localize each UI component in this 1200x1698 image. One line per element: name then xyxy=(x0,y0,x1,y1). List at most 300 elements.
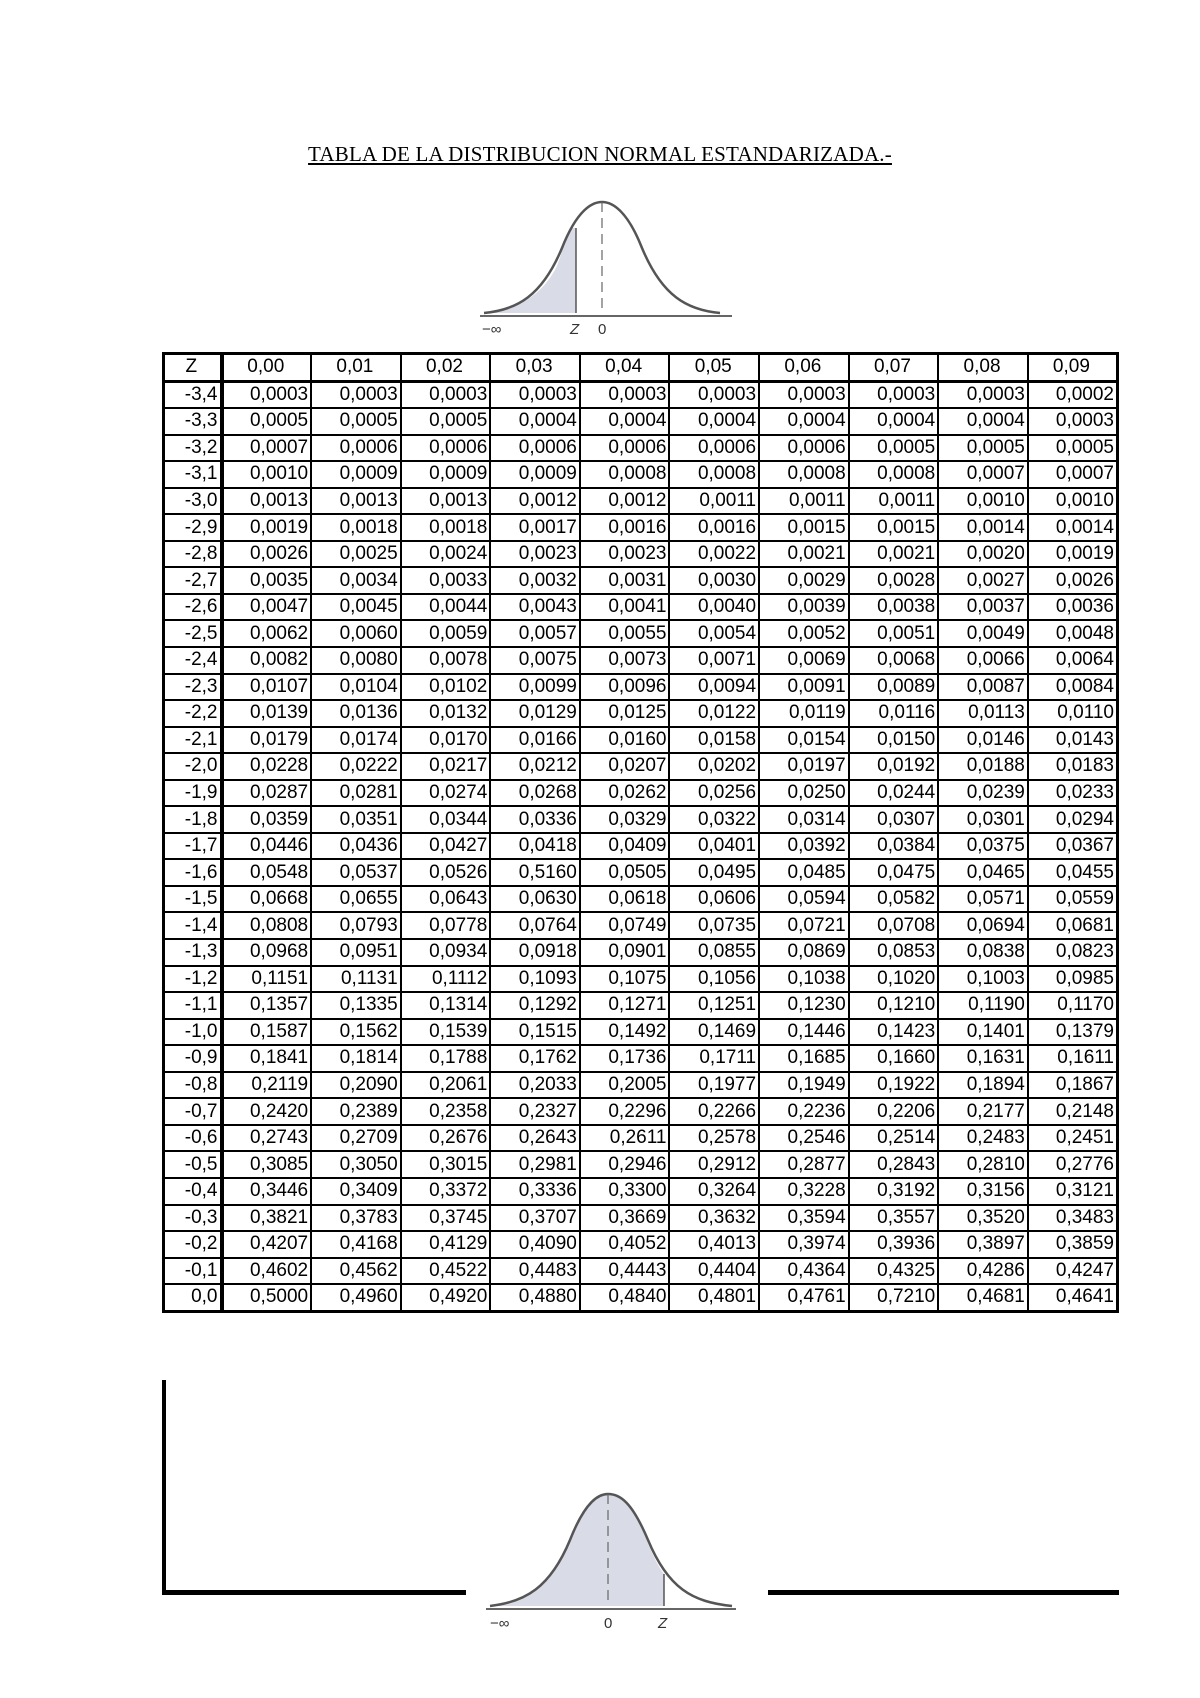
probability-cell: 0,0228 xyxy=(222,753,312,780)
table-row xyxy=(164,806,1118,833)
probability-cell: 0,3745 xyxy=(401,1205,491,1232)
probability-cell: 0,0301 xyxy=(938,806,1028,833)
table-row xyxy=(164,647,1118,674)
probability-cell: 0,0040 xyxy=(669,594,759,621)
probability-cell: 0,0901 xyxy=(580,939,670,966)
probability-cell: 0,0006 xyxy=(311,435,401,462)
probability-cell: 0,2148 xyxy=(1028,1098,1118,1125)
probability-cell: 0,0029 xyxy=(759,567,849,594)
probability-cell: 0,0465 xyxy=(938,859,1028,886)
z-value-cell: -2,2 xyxy=(164,700,222,727)
probability-cell: 0,0107 xyxy=(222,674,312,701)
probability-cell: 0,0087 xyxy=(938,674,1028,701)
probability-cell: 0,0694 xyxy=(938,912,1028,939)
probability-cell: 0,0019 xyxy=(222,514,312,541)
probability-cell: 0,0526 xyxy=(401,859,491,886)
probability-cell: 0,0136 xyxy=(311,700,401,727)
probability-cell: 0,1685 xyxy=(759,1045,849,1072)
probability-cell: 0,0655 xyxy=(311,886,401,913)
probability-cell: 0,0281 xyxy=(311,780,401,807)
probability-cell: 0,0192 xyxy=(849,753,939,780)
probability-cell: 0,0808 xyxy=(222,912,312,939)
probability-cell: 0,2327 xyxy=(490,1098,580,1125)
probability-cell: 0,4286 xyxy=(938,1258,1028,1285)
probability-cell: 0,0078 xyxy=(401,647,491,674)
probability-cell: 0,0059 xyxy=(401,620,491,647)
probability-cell: 0,0005 xyxy=(938,435,1028,462)
z-value-cell: -1,2 xyxy=(164,966,222,993)
probability-cell: 0,0446 xyxy=(222,833,312,860)
probability-cell: 0,0594 xyxy=(759,886,849,913)
probability-cell: 0,2546 xyxy=(759,1125,849,1152)
probability-cell: 0,0030 xyxy=(669,567,759,594)
probability-cell: 0,4602 xyxy=(222,1258,312,1285)
probability-cell: 0,0244 xyxy=(849,780,939,807)
probability-cell: 0,0110 xyxy=(1028,700,1118,727)
table-header-row xyxy=(164,354,1118,382)
probability-cell: 0,0855 xyxy=(669,939,759,966)
probability-cell: 0,1611 xyxy=(1028,1045,1118,1072)
probability-cell: 0,0287 xyxy=(222,780,312,807)
probability-cell: 0,1562 xyxy=(311,1019,401,1046)
probability-cell: 0,0170 xyxy=(401,727,491,754)
z-value-cell: -0,5 xyxy=(164,1151,222,1178)
probability-cell: 0,2005 xyxy=(580,1072,670,1099)
probability-cell: 0,1515 xyxy=(490,1019,580,1046)
probability-cell: 0,0125 xyxy=(580,700,670,727)
probability-cell: 0,0174 xyxy=(311,727,401,754)
probability-cell: 0,2420 xyxy=(222,1098,312,1125)
probability-cell: 0,0116 xyxy=(849,700,939,727)
probability-cell: 0,0869 xyxy=(759,939,849,966)
probability-cell: 0,0367 xyxy=(1028,833,1118,860)
probability-cell: 0,0005 xyxy=(311,408,401,435)
z-value-cell: -1,5 xyxy=(164,886,222,913)
probability-cell: 0,0045 xyxy=(311,594,401,621)
probability-cell: 0,2483 xyxy=(938,1125,1028,1152)
probability-cell: 0,3264 xyxy=(669,1178,759,1205)
probability-cell: 0,3669 xyxy=(580,1205,670,1232)
probability-cell: 0,1423 xyxy=(849,1019,939,1046)
probability-cell: 0,1093 xyxy=(490,966,580,993)
probability-cell: 0,2358 xyxy=(401,1098,491,1125)
probability-cell: 0,4483 xyxy=(490,1258,580,1285)
table-row xyxy=(164,381,1118,408)
probability-cell: 0,5000 xyxy=(222,1284,312,1311)
probability-cell: 0,0132 xyxy=(401,700,491,727)
neg-inf-label: −∞ xyxy=(490,1615,510,1632)
probability-cell: 0,0344 xyxy=(401,806,491,833)
probability-cell: 0,3085 xyxy=(222,1151,312,1178)
probability-cell: 0,0003 xyxy=(401,381,491,408)
probability-cell: 0,0853 xyxy=(849,939,939,966)
z-value-cell: -0,3 xyxy=(164,1205,222,1232)
probability-cell: 0,0052 xyxy=(759,620,849,647)
probability-cell: 0,0013 xyxy=(311,488,401,515)
probability-cell: 0,1922 xyxy=(849,1072,939,1099)
probability-cell: 0,3483 xyxy=(1028,1205,1118,1232)
probability-cell: 0,0222 xyxy=(311,753,401,780)
probability-cell: 0,0122 xyxy=(669,700,759,727)
probability-cell: 0,0006 xyxy=(490,435,580,462)
probability-cell: 0,0006 xyxy=(401,435,491,462)
probability-cell: 0,0007 xyxy=(1028,461,1118,488)
z-value-cell: -2,9 xyxy=(164,514,222,541)
probability-cell: 0,0401 xyxy=(669,833,759,860)
probability-cell: 0,0017 xyxy=(490,514,580,541)
probability-cell: 0,3192 xyxy=(849,1178,939,1205)
probability-cell: 0,0022 xyxy=(669,541,759,568)
probability-cell: 0,4129 xyxy=(401,1231,491,1258)
table-row xyxy=(164,966,1118,993)
probability-cell: 0,1762 xyxy=(490,1045,580,1072)
probability-cell: 0,2061 xyxy=(401,1072,491,1099)
probability-cell: 0,1020 xyxy=(849,966,939,993)
probability-cell: 0,1379 xyxy=(1028,1019,1118,1046)
table-row xyxy=(164,700,1118,727)
probability-cell: 0,4364 xyxy=(759,1258,849,1285)
probability-cell: 0,0069 xyxy=(759,647,849,674)
column-header-z: Z xyxy=(164,354,222,382)
probability-cell: 0,1038 xyxy=(759,966,849,993)
probability-cell: 0,0037 xyxy=(938,594,1028,621)
probability-cell: 0,2843 xyxy=(849,1151,939,1178)
probability-cell: 0,0537 xyxy=(311,859,401,886)
probability-cell: 0,0004 xyxy=(669,408,759,435)
probability-cell: 0,1660 xyxy=(849,1045,939,1072)
probability-cell: 0,7210 xyxy=(849,1284,939,1311)
probability-cell: 0,0505 xyxy=(580,859,670,886)
probability-cell: 0,1788 xyxy=(401,1045,491,1072)
probability-cell: 0,0003 xyxy=(222,381,312,408)
probability-cell: 0,0055 xyxy=(580,620,670,647)
probability-cell: 0,0066 xyxy=(938,647,1028,674)
probability-cell: 0,0262 xyxy=(580,780,670,807)
table-row xyxy=(164,1019,1118,1046)
z-value-cell: -3,1 xyxy=(164,461,222,488)
probability-cell: 0,0008 xyxy=(669,461,759,488)
probability-cell: 0,0003 xyxy=(669,381,759,408)
probability-cell: 0,0035 xyxy=(222,567,312,594)
table-row xyxy=(164,1231,1118,1258)
probability-cell: 0,1190 xyxy=(938,992,1028,1019)
probability-cell: 0,0014 xyxy=(1028,514,1118,541)
table-row xyxy=(164,859,1118,886)
probability-cell: 0,0009 xyxy=(311,461,401,488)
probability-cell: 0,2090 xyxy=(311,1072,401,1099)
probability-cell: 0,0025 xyxy=(311,541,401,568)
probability-cell: 0,0062 xyxy=(222,620,312,647)
probability-cell: 0,0039 xyxy=(759,594,849,621)
probability-cell: 0,0934 xyxy=(401,939,491,966)
probability-cell: 0,0139 xyxy=(222,700,312,727)
probability-cell: 0,2236 xyxy=(759,1098,849,1125)
probability-cell: 0,0630 xyxy=(490,886,580,913)
probability-cell: 0,3121 xyxy=(1028,1178,1118,1205)
probability-cell: 0,4960 xyxy=(311,1284,401,1311)
probability-cell: 0,2946 xyxy=(580,1151,670,1178)
probability-cell: 0,2389 xyxy=(311,1098,401,1125)
probability-cell: 0,0008 xyxy=(580,461,670,488)
probability-cell: 0,0256 xyxy=(669,780,759,807)
probability-cell: 0,0012 xyxy=(490,488,580,515)
table-row xyxy=(164,541,1118,568)
probability-cell: 0,0495 xyxy=(669,859,759,886)
probability-cell: 0,2676 xyxy=(401,1125,491,1152)
probability-cell: 0,1335 xyxy=(311,992,401,1019)
probability-cell: 0,0057 xyxy=(490,620,580,647)
probability-cell: 0,0089 xyxy=(849,674,939,701)
probability-cell: 0,0011 xyxy=(849,488,939,515)
probability-cell: 0,4207 xyxy=(222,1231,312,1258)
probability-cell: 0,0006 xyxy=(759,435,849,462)
neg-inf-label: −∞ xyxy=(482,321,502,338)
probability-cell: 0,0060 xyxy=(311,620,401,647)
z-value-cell: -0,9 xyxy=(164,1045,222,1072)
probability-cell: 0,2643 xyxy=(490,1125,580,1152)
probability-cell: 0,0166 xyxy=(490,727,580,754)
z-value-cell: -3,4 xyxy=(164,381,222,408)
probability-cell: 0,0436 xyxy=(311,833,401,860)
probability-cell: 0,2912 xyxy=(669,1151,759,1178)
probability-cell: 0,3557 xyxy=(849,1205,939,1232)
table-row xyxy=(164,912,1118,939)
probability-cell: 0,1357 xyxy=(222,992,312,1019)
probability-cell: 0,0099 xyxy=(490,674,580,701)
probability-cell: 0,3520 xyxy=(938,1205,1028,1232)
table-row xyxy=(164,1045,1118,1072)
table-row xyxy=(164,1098,1118,1125)
probability-cell: 0,0002 xyxy=(1028,381,1118,408)
table-row xyxy=(164,408,1118,435)
table-row xyxy=(164,594,1118,621)
probability-cell: 0,0823 xyxy=(1028,939,1118,966)
z-value-cell: -2,4 xyxy=(164,647,222,674)
probability-cell: 0,0011 xyxy=(669,488,759,515)
probability-cell: 0,2177 xyxy=(938,1098,1028,1125)
probability-cell: 0,1492 xyxy=(580,1019,670,1046)
probability-cell: 0,0047 xyxy=(222,594,312,621)
probability-cell: 0,1151 xyxy=(222,966,312,993)
table-row xyxy=(164,886,1118,913)
probability-cell: 0,0146 xyxy=(938,727,1028,754)
probability-cell: 0,2578 xyxy=(669,1125,759,1152)
z-value-cell: -1,6 xyxy=(164,859,222,886)
probability-cell: 0,0102 xyxy=(401,674,491,701)
probability-cell: 0,0336 xyxy=(490,806,580,833)
probability-cell: 0,0082 xyxy=(222,647,312,674)
column-header: 0,06 xyxy=(759,354,849,382)
z-value-cell: -0,4 xyxy=(164,1178,222,1205)
frame-bottom-border-right xyxy=(768,1590,1119,1595)
probability-cell: 0,0009 xyxy=(401,461,491,488)
probability-cell: 0,1131 xyxy=(311,966,401,993)
probability-cell: 0,1230 xyxy=(759,992,849,1019)
probability-cell: 0,5160 xyxy=(490,859,580,886)
probability-cell: 0,0681 xyxy=(1028,912,1118,939)
table-row xyxy=(164,833,1118,860)
table-row xyxy=(164,674,1118,701)
probability-cell: 0,2206 xyxy=(849,1098,939,1125)
probability-cell: 0,0091 xyxy=(759,674,849,701)
probability-cell: 0,0008 xyxy=(759,461,849,488)
probability-cell: 0,0075 xyxy=(490,647,580,674)
probability-cell: 0,0668 xyxy=(222,886,312,913)
z-value-cell: -3,2 xyxy=(164,435,222,462)
probability-cell: 0,0764 xyxy=(490,912,580,939)
probability-cell: 0,0010 xyxy=(1028,488,1118,515)
probability-cell: 0,0071 xyxy=(669,647,759,674)
table-row xyxy=(164,1284,1118,1311)
table-row xyxy=(164,727,1118,754)
probability-cell: 0,0024 xyxy=(401,541,491,568)
probability-cell: 0,0183 xyxy=(1028,753,1118,780)
probability-cell: 0,4761 xyxy=(759,1284,849,1311)
probability-cell: 0,4168 xyxy=(311,1231,401,1258)
probability-cell: 0,0094 xyxy=(669,674,759,701)
z-value-cell: 0,0 xyxy=(164,1284,222,1311)
probability-cell: 0,0018 xyxy=(311,514,401,541)
z-value-cell: -1,7 xyxy=(164,833,222,860)
probability-cell: 0,0051 xyxy=(849,620,939,647)
probability-cell: 0,4013 xyxy=(669,1231,759,1258)
probability-cell: 0,0009 xyxy=(490,461,580,488)
probability-cell: 0,0003 xyxy=(849,381,939,408)
probability-cell: 0,0016 xyxy=(669,514,759,541)
probability-cell: 0,4920 xyxy=(401,1284,491,1311)
probability-cell: 0,3228 xyxy=(759,1178,849,1205)
probability-cell: 0,0918 xyxy=(490,939,580,966)
z-value-cell: -2,5 xyxy=(164,620,222,647)
probability-cell: 0,0036 xyxy=(1028,594,1118,621)
probability-cell: 0,0005 xyxy=(222,408,312,435)
probability-cell: 0,1949 xyxy=(759,1072,849,1099)
probability-cell: 0,0250 xyxy=(759,780,849,807)
probability-cell: 0,3632 xyxy=(669,1205,759,1232)
zero-label: 0 xyxy=(598,321,607,338)
frame-left-border xyxy=(162,1380,166,1594)
probability-cell: 0,4562 xyxy=(311,1258,401,1285)
probability-cell: 0,0143 xyxy=(1028,727,1118,754)
probability-cell: 0,1003 xyxy=(938,966,1028,993)
probability-cell: 0,1170 xyxy=(1028,992,1118,1019)
probability-cell: 0,2033 xyxy=(490,1072,580,1099)
probability-cell: 0,3300 xyxy=(580,1178,670,1205)
probability-cell: 0,1446 xyxy=(759,1019,849,1046)
probability-cell: 0,0274 xyxy=(401,780,491,807)
table-row xyxy=(164,567,1118,594)
probability-cell: 0,0154 xyxy=(759,727,849,754)
probability-cell: 0,3859 xyxy=(1028,1231,1118,1258)
probability-cell: 0,0314 xyxy=(759,806,849,833)
probability-cell: 0,2611 xyxy=(580,1125,670,1152)
probability-cell: 0,2266 xyxy=(669,1098,759,1125)
probability-cell: 0,1736 xyxy=(580,1045,670,1072)
probability-cell: 0,2514 xyxy=(849,1125,939,1152)
probability-cell: 0,0418 xyxy=(490,833,580,860)
probability-cell: 0,0068 xyxy=(849,647,939,674)
probability-cell: 0,0778 xyxy=(401,912,491,939)
probability-cell: 0,0721 xyxy=(759,912,849,939)
probability-cell: 0,1587 xyxy=(222,1019,312,1046)
probability-cell: 0,1977 xyxy=(669,1072,759,1099)
z-value-cell: -2,8 xyxy=(164,541,222,568)
probability-cell: 0,0003 xyxy=(759,381,849,408)
z-label: Z xyxy=(658,1615,668,1632)
probability-cell: 0,0010 xyxy=(222,461,312,488)
z-value-cell: -0,2 xyxy=(164,1231,222,1258)
probability-cell: 0,0749 xyxy=(580,912,670,939)
probability-cell: 0,1075 xyxy=(580,966,670,993)
column-header: 0,04 xyxy=(580,354,670,382)
probability-cell: 0,0838 xyxy=(938,939,1028,966)
probability-cell: 0,0054 xyxy=(669,620,759,647)
probability-cell: 0,0113 xyxy=(938,700,1028,727)
probability-cell: 0,0571 xyxy=(938,886,1028,913)
probability-cell: 0,3372 xyxy=(401,1178,491,1205)
table-row xyxy=(164,514,1118,541)
probability-cell: 0,1314 xyxy=(401,992,491,1019)
probability-cell: 0,1711 xyxy=(669,1045,759,1072)
probability-cell: 0,0427 xyxy=(401,833,491,860)
probability-cell: 0,0032 xyxy=(490,567,580,594)
probability-cell: 0,2119 xyxy=(222,1072,312,1099)
z-value-cell: -1,4 xyxy=(164,912,222,939)
probability-cell: 0,2451 xyxy=(1028,1125,1118,1152)
table-row xyxy=(164,992,1118,1019)
probability-cell: 0,3015 xyxy=(401,1151,491,1178)
probability-cell: 0,1894 xyxy=(938,1072,1028,1099)
probability-cell: 0,0021 xyxy=(849,541,939,568)
z-value-cell: -1,8 xyxy=(164,806,222,833)
probability-cell: 0,0322 xyxy=(669,806,759,833)
probability-cell: 0,0548 xyxy=(222,859,312,886)
probability-cell: 0,4247 xyxy=(1028,1258,1118,1285)
probability-cell: 0,0004 xyxy=(759,408,849,435)
probability-cell: 0,3409 xyxy=(311,1178,401,1205)
probability-cell: 0,0023 xyxy=(580,541,670,568)
probability-cell: 0,0019 xyxy=(1028,541,1118,568)
probability-cell: 0,0392 xyxy=(759,833,849,860)
probability-cell: 0,0013 xyxy=(222,488,312,515)
table-row xyxy=(164,780,1118,807)
probability-cell: 0,1056 xyxy=(669,966,759,993)
probability-cell: 0,0708 xyxy=(849,912,939,939)
probability-cell: 0,0011 xyxy=(759,488,849,515)
z-value-cell: -2,0 xyxy=(164,753,222,780)
z-value-cell: -3,3 xyxy=(164,408,222,435)
probability-cell: 0,0003 xyxy=(938,381,1028,408)
z-value-cell: -0,8 xyxy=(164,1072,222,1099)
z-value-cell: -2,3 xyxy=(164,674,222,701)
probability-cell: 0,0735 xyxy=(669,912,759,939)
probability-cell: 0,0026 xyxy=(1028,567,1118,594)
probability-cell: 0,1841 xyxy=(222,1045,312,1072)
probability-cell: 0,3156 xyxy=(938,1178,1028,1205)
probability-cell: 0,0475 xyxy=(849,859,939,886)
column-header: 0,09 xyxy=(1028,354,1118,382)
probability-cell: 0,0016 xyxy=(580,514,670,541)
probability-cell: 0,0020 xyxy=(938,541,1028,568)
zero-label: 0 xyxy=(604,1615,613,1632)
probability-cell: 0,3897 xyxy=(938,1231,1028,1258)
probability-cell: 0,0003 xyxy=(580,381,670,408)
probability-cell: 0,3594 xyxy=(759,1205,849,1232)
probability-cell: 0,0150 xyxy=(849,727,939,754)
probability-cell: 0,0084 xyxy=(1028,674,1118,701)
probability-cell: 0,2296 xyxy=(580,1098,670,1125)
z-value-cell: -0,1 xyxy=(164,1258,222,1285)
